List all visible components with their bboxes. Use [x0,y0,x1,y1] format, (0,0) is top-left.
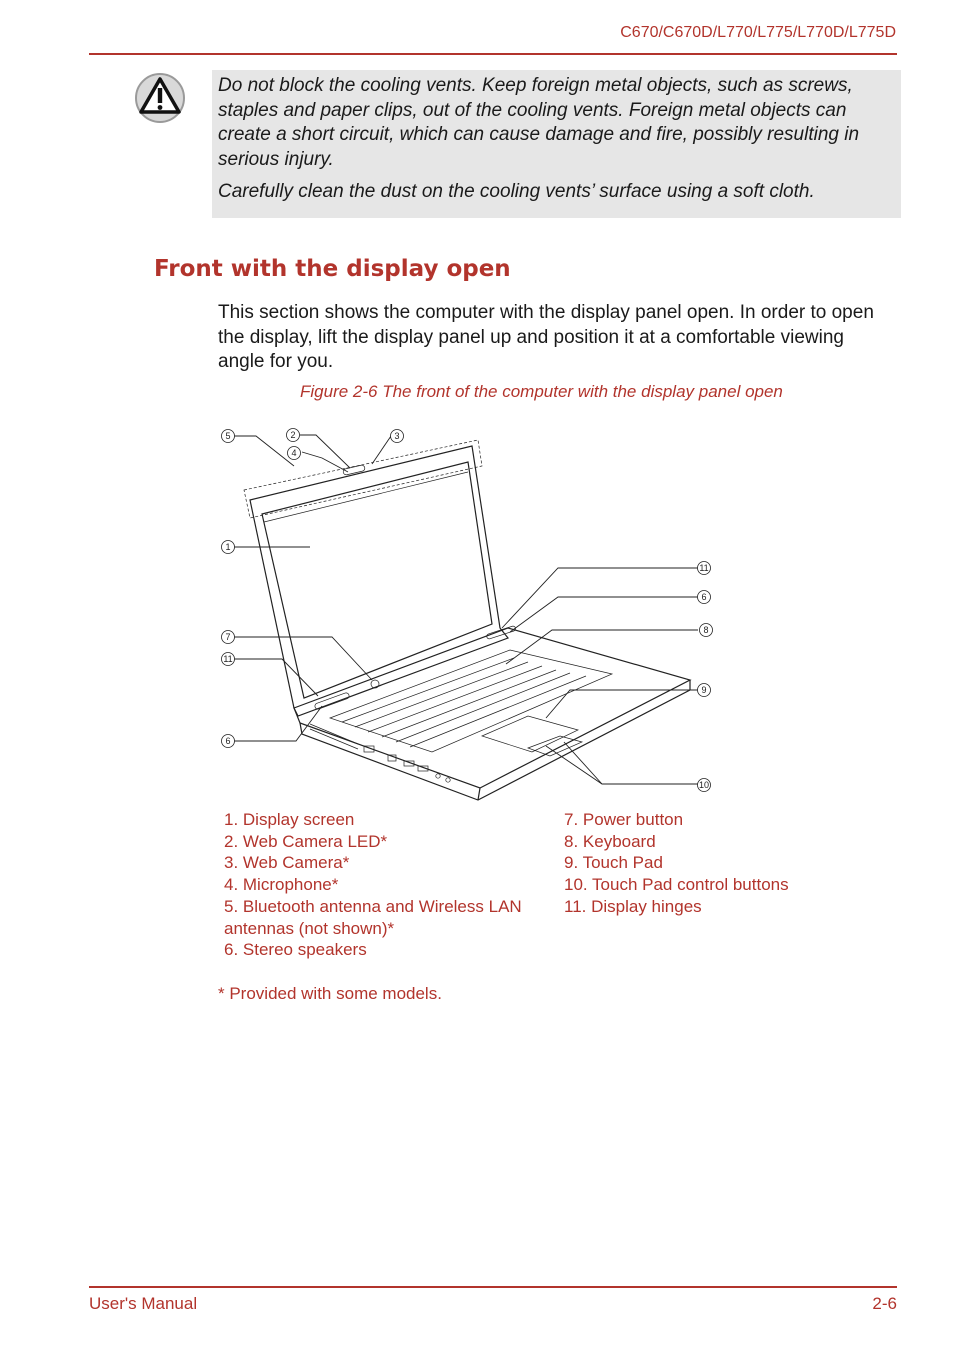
footer-page-number: 2-6 [872,1294,897,1313]
svg-text:9: 9 [701,685,707,695]
legend-item: 11. Display hinges [564,896,702,916]
svg-text:11: 11 [223,654,233,664]
section-title: Front with the display open [154,256,511,282]
callout-1 [222,541,235,554]
legend-item: antennas (not shown)* [224,918,395,938]
callout-5 [222,430,235,443]
laptop-illustration [210,418,730,808]
svg-text:8: 8 [703,625,709,635]
header-divider [89,53,897,55]
footer-manual-title: User's Manual [89,1294,198,1313]
header-model-title: C670/C670D/L770/L775/L770D/L775D [620,24,896,41]
svg-text:6: 6 [701,592,707,602]
svg-text:5: 5 [225,431,231,441]
callout-2 [287,429,300,442]
callout-9 [698,684,711,697]
callout-6 [222,735,235,748]
warning-triangle-icon [134,72,186,124]
legend-item: 2. Web Camera LED* [224,831,388,851]
legend-item: 10. Touch Pad control buttons [564,875,789,895]
callout-3 [391,430,404,443]
legend-left-column [224,809,554,961]
svg-text:2: 2 [290,430,296,440]
legend-item: 1. Display screen [224,810,355,829]
callout-8 [700,624,713,637]
legend-item: 7. Power button [564,810,684,829]
svg-text:1: 1 [225,542,231,552]
callout-7 [222,631,235,644]
callout-11 [222,653,235,666]
footer-divider [89,1286,897,1288]
legend-item: 6. Stereo speakers [224,940,367,960]
callout-4 [288,447,301,460]
legend-item: 3. Web Camera* [224,853,350,873]
warning-paragraph: Carefully clean the dust on the cooling vents’ surface using a soft cloth. [218,181,815,202]
svg-text:7: 7 [225,632,231,642]
warning-paragraph: Do not block the cooling vents. Keep foreign metal objects, such as screws, staples and paper clips, out of the cooling vents. Foreign metal objects can create a short circuit, which can cause damage and fire, possibly resulting in serious injury. [218,75,860,170]
legend-item: 8. Keyboard [564,831,656,851]
legend-item: 9. Touch Pad [564,853,663,873]
callout-10 [698,779,711,792]
figure-caption: Figure 2-6 The front of the computer with the display panel open [300,382,783,401]
svg-text:6: 6 [225,736,231,746]
callout-6 [698,591,711,604]
warning-note [212,70,901,218]
legend-right-column [564,809,864,918]
svg-text:3: 3 [394,431,400,441]
legend-item: 4. Microphone* [224,875,339,895]
svg-text:11: 11 [699,563,709,573]
footnote: * Provided with some models. [218,984,442,1003]
svg-text:4: 4 [291,448,297,458]
section-intro: This section shows the computer with the display panel open. In order to open the display, lift the display panel up and position it at a comfortable viewing angle for you. [218,302,874,372]
callout-11 [698,562,711,575]
svg-text:10: 10 [698,780,710,790]
legend-item: 5. Bluetooth antenna and Wireless LAN [224,896,522,916]
